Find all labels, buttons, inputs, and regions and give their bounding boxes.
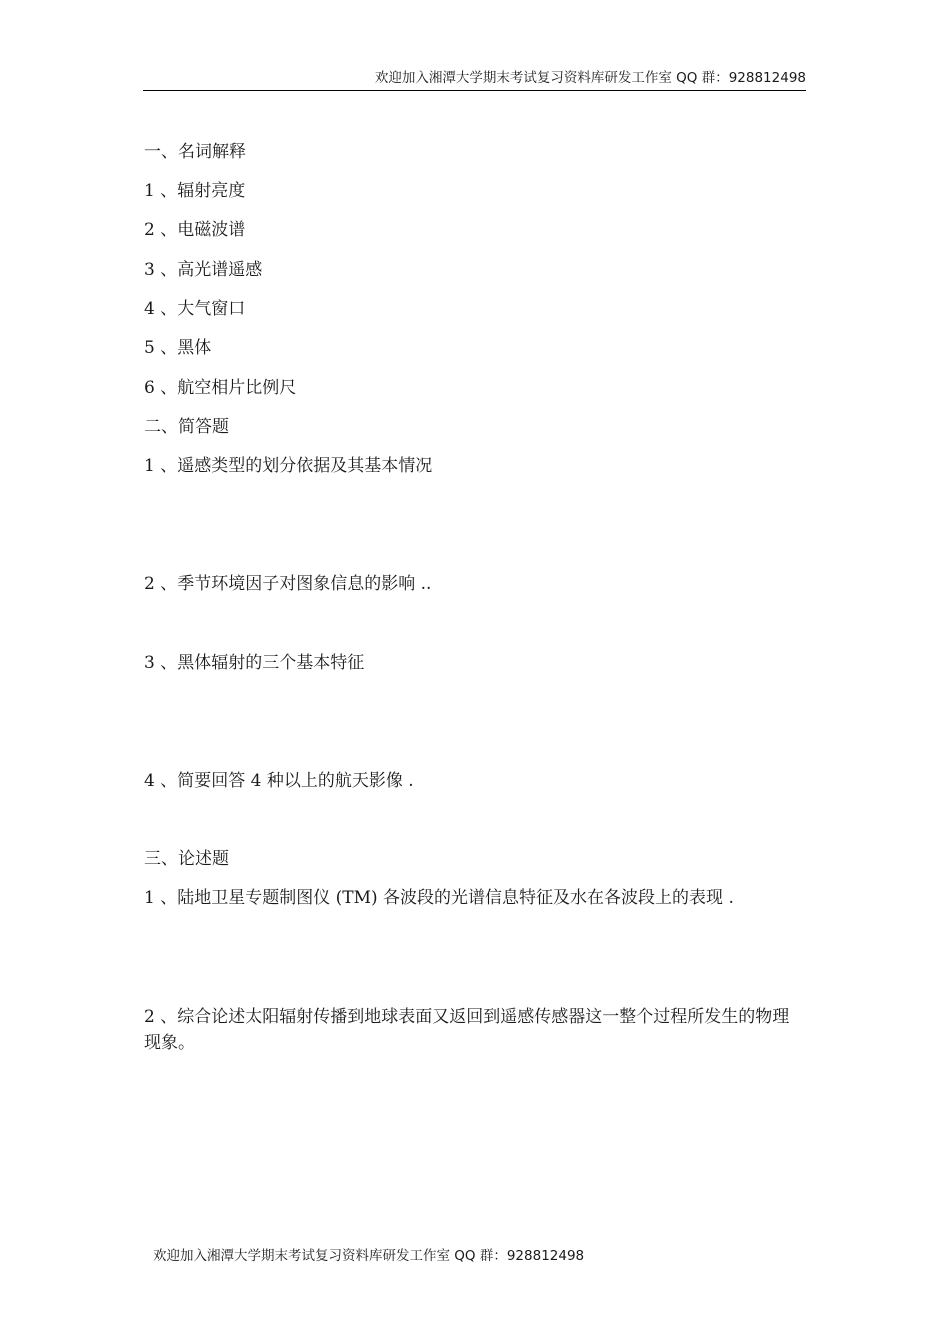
definition-item: 4 、大气窗口	[144, 299, 246, 319]
short-answer-question: 4 、简要回答 4 种以上的航天影像 .	[144, 771, 414, 791]
page-header: 欢迎加入湘潭大学期末考试复习资料库研发工作室 QQ 群：928812498	[143, 68, 806, 91]
section-title-short-answer: 二、简答题	[144, 417, 229, 437]
short-answer-question: 1 、遥感类型的划分依据及其基本情况	[144, 456, 433, 476]
definition-item: 3 、高光谱遥感	[144, 260, 263, 280]
essay-question: 2 、综合论述太阳辐射传播到地球表面又返回到遥感传感器这一整个过程所发生的物理现象。	[144, 1007, 790, 1053]
short-answer-question: 3 、黑体辐射的三个基本特征	[144, 653, 365, 673]
definition-item: 2 、电磁波谱	[144, 220, 246, 240]
definition-item: 1 、辐射亮度	[144, 181, 246, 201]
definition-item: 5 、黑体	[144, 338, 212, 358]
section-title-definitions: 一、名词解释	[144, 142, 246, 162]
essay-question: 1 、陆地卫星专题制图仪 (TM) 各波段的光谱信息特征及水在各波段上的表现 .	[144, 888, 734, 908]
short-answer-question: 2 、季节环境因子对图象信息的影响 ..	[144, 574, 432, 594]
page-footer: 欢迎加入湘潭大学期末考试复习资料库研发工作室 QQ 群：928812498	[153, 1248, 585, 1264]
definition-item: 6 、航空相片比例尺	[144, 378, 297, 398]
section-title-essay: 三、论述题	[144, 849, 229, 869]
